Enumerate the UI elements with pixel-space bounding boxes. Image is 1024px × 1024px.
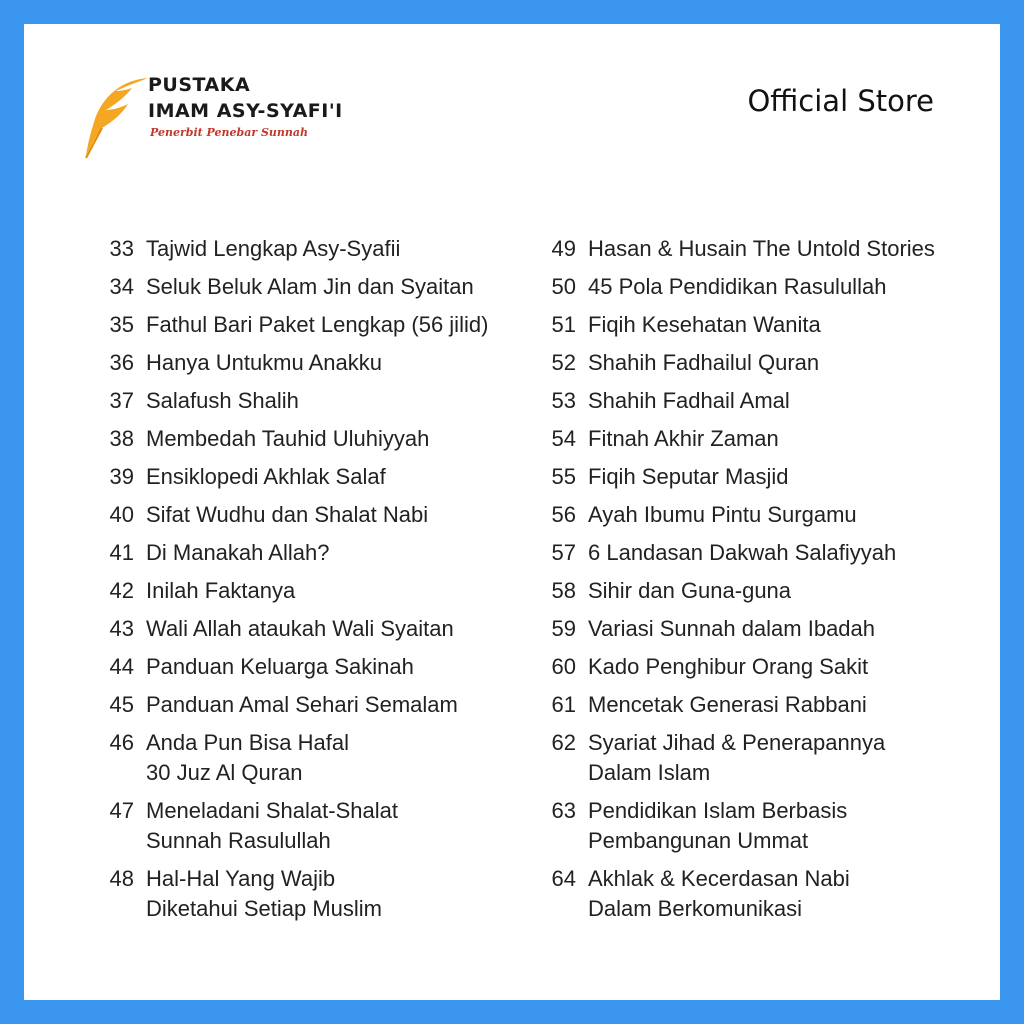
quill-icon xyxy=(82,74,152,164)
book-title: Hal-Hal Yang Wajib Diketahui Setiap Muslim xyxy=(146,866,382,921)
book-list-item xyxy=(82,310,522,340)
book-list-item xyxy=(524,796,974,856)
book-number: 52 xyxy=(551,350,576,375)
logo-text-line1: PUSTAKA xyxy=(148,74,251,96)
book-title: Pendidikan Islam Berbasis Pembangunan Ummat xyxy=(588,798,848,853)
book-list-item xyxy=(82,500,522,530)
book-list-item xyxy=(524,272,974,302)
book-list-item xyxy=(524,424,974,454)
book-title: Kado Penghibur Orang Sakit xyxy=(588,654,869,679)
book-list-item xyxy=(82,234,522,264)
book-list-item xyxy=(82,614,522,644)
book-number: 64 xyxy=(551,866,576,891)
book-number: 42 xyxy=(109,578,134,603)
book-title: Syariat Jihad & Penerapannya Dalam Islam xyxy=(588,730,886,785)
book-number: 49 xyxy=(551,236,576,261)
book-number: 54 xyxy=(551,426,576,451)
book-list-item xyxy=(82,690,522,720)
book-list-item xyxy=(524,386,974,416)
book-number: 44 xyxy=(109,654,134,679)
book-list-item xyxy=(524,538,974,568)
book-list-item xyxy=(524,576,974,606)
logo-tagline: Penerbit Penebar Sunnah xyxy=(150,126,309,139)
book-number: 59 xyxy=(551,616,576,641)
book-title: Akhlak & Kecerdasan Nabi Dalam Berkomunikasi xyxy=(588,866,850,921)
book-number: 50 xyxy=(551,274,576,299)
book-title: Sifat Wudhu dan Shalat Nabi xyxy=(146,502,429,527)
book-list-item xyxy=(524,728,974,788)
book-list-item xyxy=(524,348,974,378)
book-list-item xyxy=(82,864,522,924)
book-title: Fiqih Kesehatan Wanita xyxy=(588,312,821,337)
book-list-item xyxy=(82,462,522,492)
book-list-item xyxy=(82,652,522,682)
book-number: 37 xyxy=(109,388,134,413)
book-number: 56 xyxy=(551,502,576,527)
book-title: 45 Pola Pendidikan Rasulullah xyxy=(588,274,887,299)
book-number: 41 xyxy=(109,540,134,565)
book-list-item xyxy=(524,462,974,492)
book-number: 47 xyxy=(109,798,134,823)
book-title: Di Manakah Allah? xyxy=(146,540,330,565)
book-title: Membedah Tauhid Uluhiyyah xyxy=(146,426,430,451)
book-title: Seluk Beluk Alam Jin dan Syaitan xyxy=(146,274,474,299)
book-number: 33 xyxy=(109,236,134,261)
book-title: 6 Landasan Dakwah Salafiyyah xyxy=(588,540,897,565)
book-number: 48 xyxy=(109,866,134,891)
book-list-left xyxy=(82,234,522,932)
book-number: 62 xyxy=(551,730,576,755)
book-title: Fathul Bari Paket Lengkap (56 jilid) xyxy=(146,312,489,337)
book-list-item xyxy=(524,500,974,530)
book-title: Meneladani Shalat-Shalat Sunnah Rasulullah xyxy=(146,798,398,853)
book-number: 55 xyxy=(551,464,576,489)
book-list-item xyxy=(82,424,522,454)
book-number: 51 xyxy=(551,312,576,337)
book-number: 60 xyxy=(551,654,576,679)
book-title: Fiqih Seputar Masjid xyxy=(588,464,789,489)
official-store-label: Official Store xyxy=(747,84,934,118)
book-number: 38 xyxy=(109,426,134,451)
book-list-item xyxy=(82,538,522,568)
book-title: Panduan Amal Sehari Semalam xyxy=(146,692,458,717)
book-number: 35 xyxy=(109,312,134,337)
book-title: Variasi Sunnah dalam Ibadah xyxy=(588,616,876,641)
book-title: Shahih Fadhailul Quran xyxy=(588,350,820,375)
book-number: 53 xyxy=(551,388,576,413)
book-list-item xyxy=(524,234,974,264)
book-list-item xyxy=(82,272,522,302)
book-list-item xyxy=(524,690,974,720)
book-list-item xyxy=(82,576,522,606)
book-number: 39 xyxy=(109,464,134,489)
book-title: Panduan Keluarga Sakinah xyxy=(146,654,414,679)
book-title: Ayah Ibumu Pintu Surgamu xyxy=(588,502,857,527)
book-number: 58 xyxy=(551,578,576,603)
book-title: Tajwid Lengkap Asy-Syafii xyxy=(146,236,401,261)
book-list-right xyxy=(524,234,974,932)
book-number: 45 xyxy=(109,692,134,717)
book-list-item xyxy=(524,652,974,682)
book-title: Anda Pun Bisa Hafal 30 Juz Al Quran xyxy=(146,730,350,785)
book-number: 46 xyxy=(109,730,134,755)
book-list-item xyxy=(82,728,522,788)
book-title: Fitnah Akhir Zaman xyxy=(588,426,779,451)
book-list-item xyxy=(82,796,522,856)
book-title: Ensiklopedi Akhlak Salaf xyxy=(146,464,386,489)
book-number: 63 xyxy=(551,798,576,823)
book-list-item xyxy=(524,864,974,924)
book-number: 40 xyxy=(109,502,134,527)
book-title: Inilah Faktanya xyxy=(146,578,296,603)
book-number: 57 xyxy=(551,540,576,565)
book-title: Hasan & Husain The Untold Stories xyxy=(588,236,935,261)
book-title: Shahih Fadhail Amal xyxy=(588,388,790,413)
book-list-item xyxy=(524,310,974,340)
book-title: Sihir dan Guna-guna xyxy=(588,578,792,603)
book-title: Hanya Untukmu Anakku xyxy=(146,350,383,375)
book-number: 34 xyxy=(109,274,134,299)
book-title: Mencetak Generasi Rabbani xyxy=(588,692,867,717)
book-list-item xyxy=(524,614,974,644)
book-number: 61 xyxy=(551,692,576,717)
page-frame xyxy=(24,24,1000,1000)
book-number: 43 xyxy=(109,616,134,641)
book-list-item xyxy=(82,348,522,378)
book-title: Wali Allah ataukah Wali Syaitan xyxy=(146,616,454,641)
book-list-item xyxy=(82,386,522,416)
book-title: Salafush Shalih xyxy=(146,388,299,413)
publisher-logo xyxy=(82,74,342,164)
logo-text-line2: IMAM ASY-SYAFI'I xyxy=(148,100,343,122)
book-number: 36 xyxy=(109,350,134,375)
